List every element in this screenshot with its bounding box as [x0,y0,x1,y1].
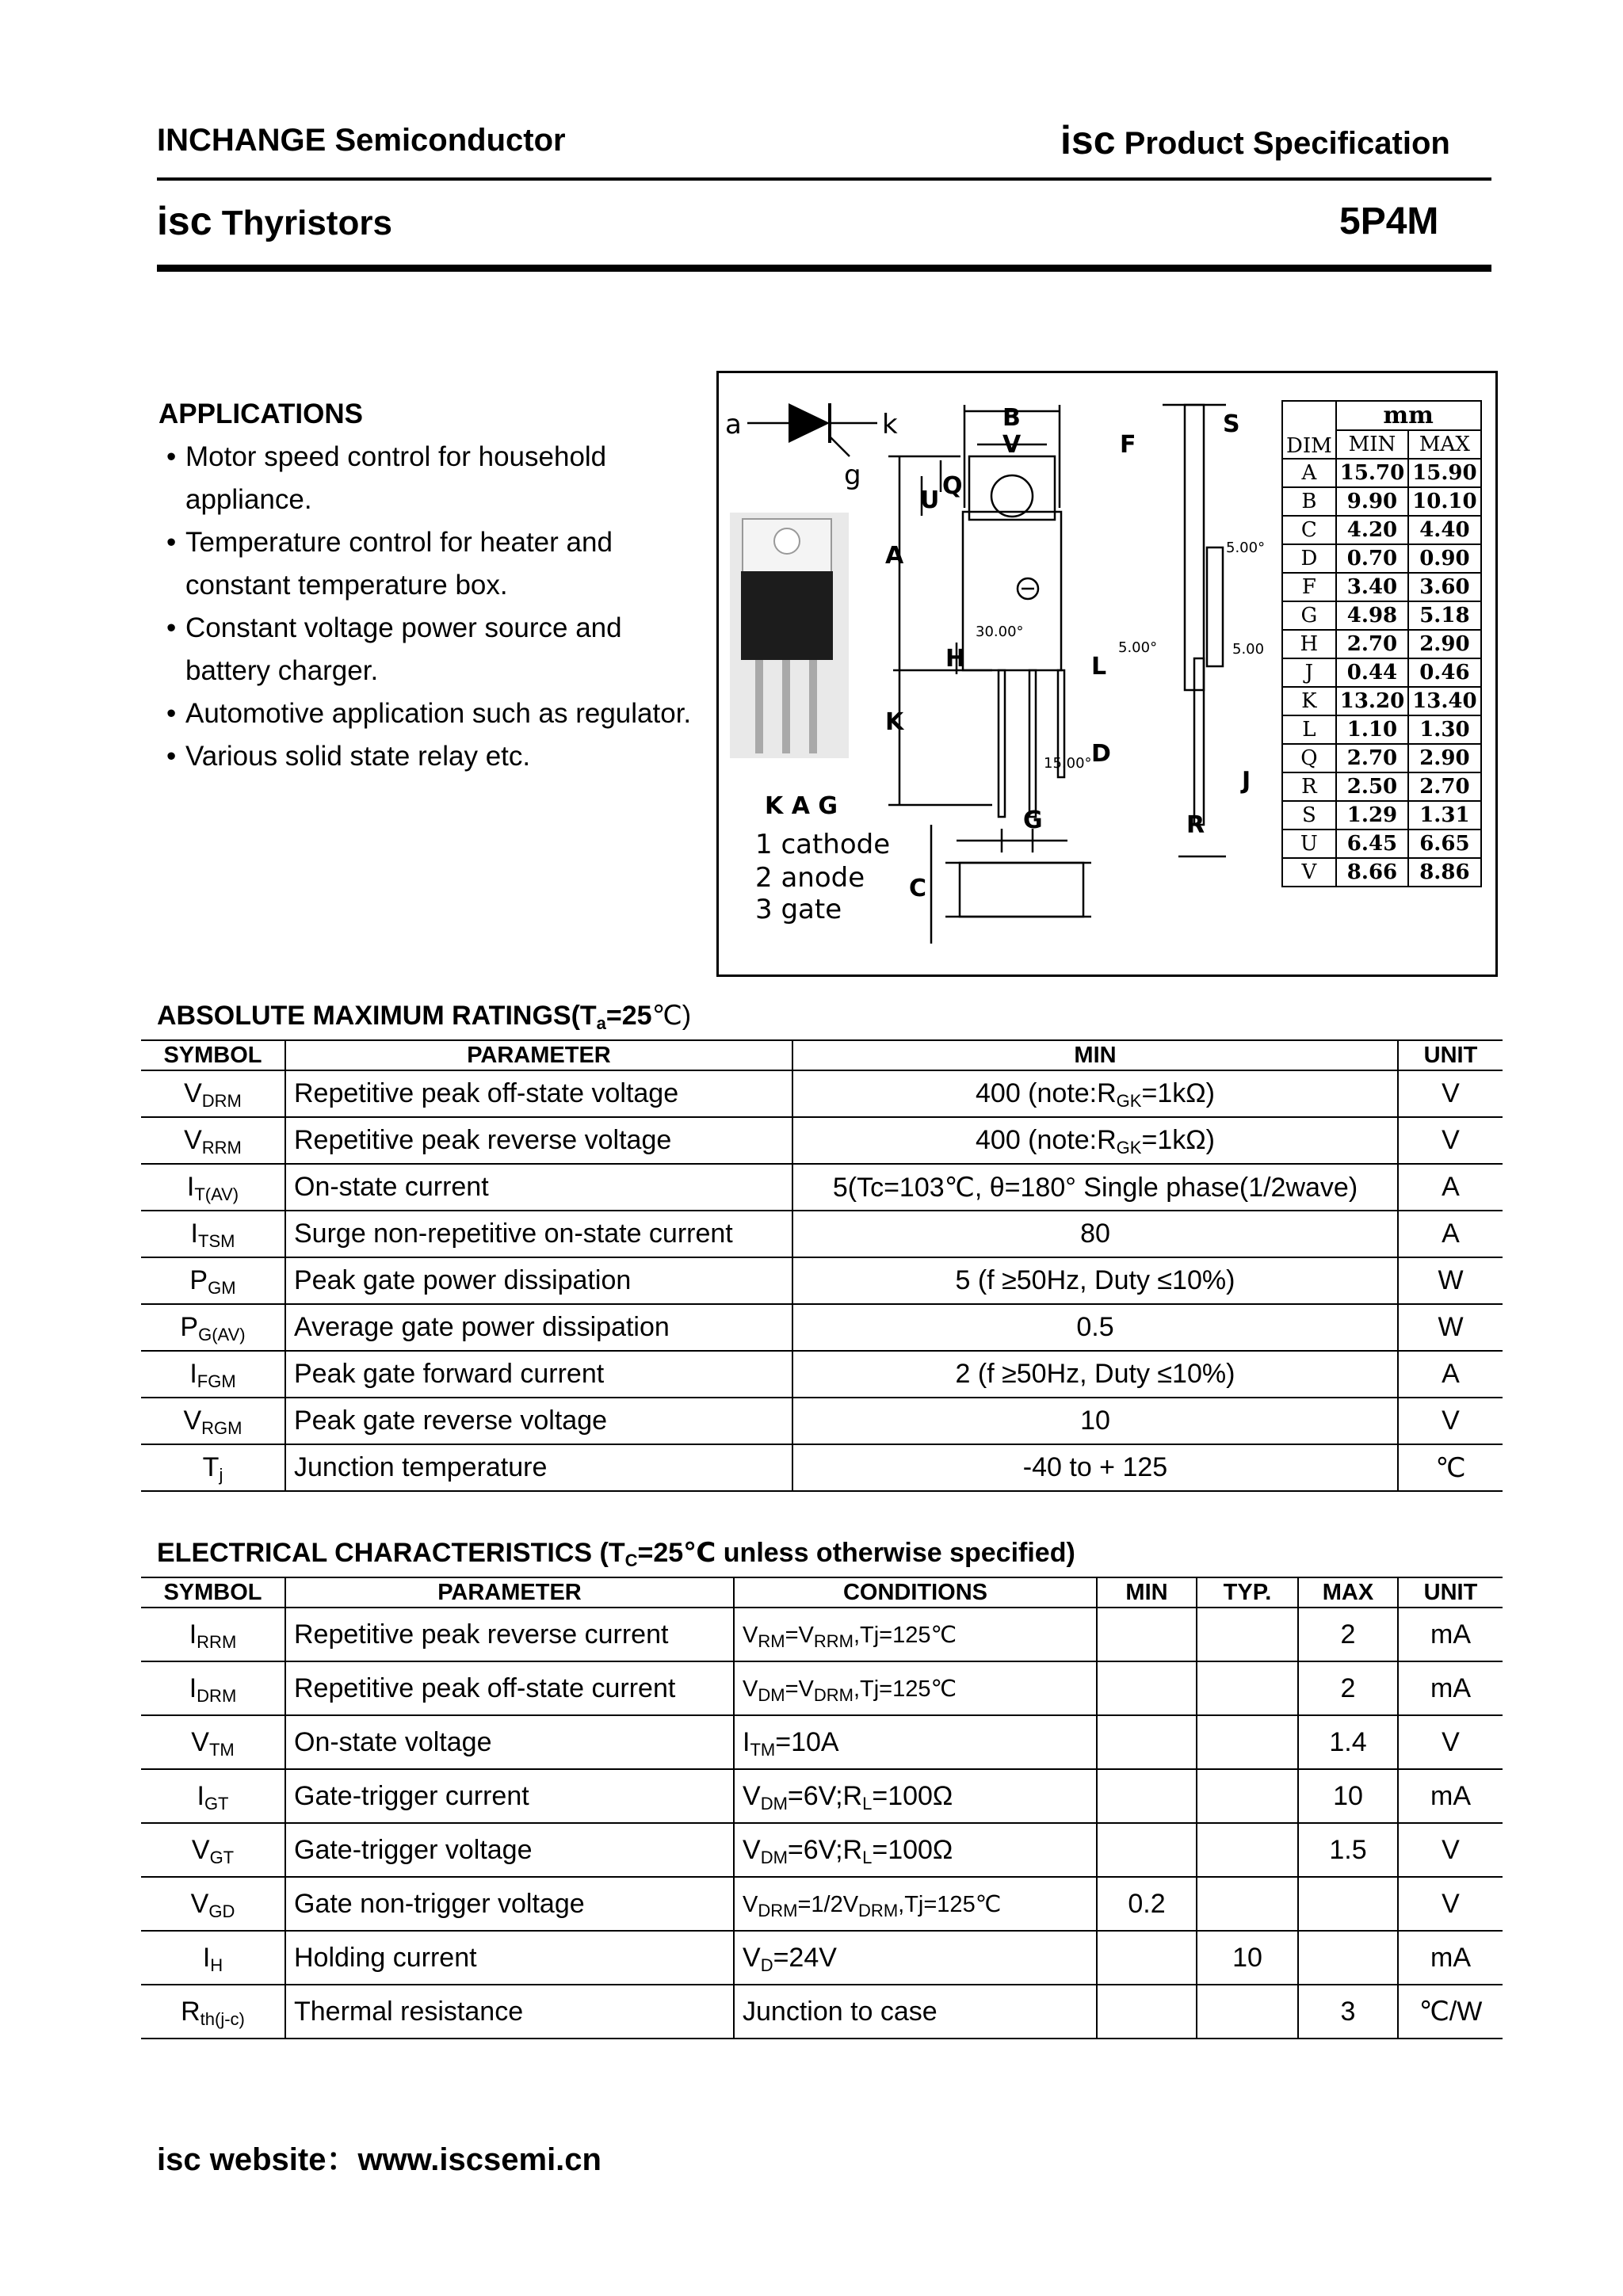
dim-max: 2.90 [1408,630,1480,658]
applications-section [158,393,729,778]
header-rule-thick [157,265,1491,272]
dim-unit: mm [1336,401,1481,430]
website-link[interactable]: www.iscsemi.cn [357,2142,601,2177]
svg-text:G: G [1023,807,1043,834]
dim-letter: H [1282,630,1336,658]
value-cell: -40 to + 125 [792,1444,1398,1491]
dim-row [1282,487,1481,516]
symbol-cell: $R_{th(j-c)}$ [141,1985,285,2039]
isc-logo-text-left: isc [157,199,212,243]
component-photo [730,513,849,758]
amr-table [141,1039,1503,1492]
parameter-cell: Repetitive peak off-state voltage [285,1070,792,1117]
parameter-cell: Junction temperature [285,1444,792,1491]
list-item: • Constant voltage power source and battery charger. [166,612,622,686]
ec-header-typ: TYP. [1197,1577,1298,1608]
parameter-cell: Gate-trigger current [285,1769,734,1823]
table-row [141,1117,1503,1164]
dim-max: 6.65 [1408,830,1480,858]
symbol-cell: $V_{RGM}$ [141,1398,285,1444]
table-row [141,1070,1503,1117]
table-row [141,1608,1503,1661]
unit-cell: V [1398,1117,1503,1164]
dim-row [1282,630,1481,658]
typ-cell [1197,1715,1298,1769]
svg-text:U: U [920,486,940,514]
conditions-cell: $V_{DM}=6V;R_L=100\Omega$ [734,1769,1097,1823]
dim-min: 4.98 [1336,601,1408,630]
dim-row [1282,744,1481,772]
isc-logo-text: isc [1060,118,1116,162]
table-row [141,1211,1503,1257]
conditions-cell: $V_{DM}=6V;R_L=100\Omega$ [734,1823,1097,1877]
table-row [141,1444,1503,1491]
svg-text:5.00: 5.00 [1232,641,1265,658]
front-view [888,405,1226,944]
symbol-cell: $I_{TSM}$ [141,1211,285,1257]
ec-title: ELECTRICAL CHARACTERISTICS ($T_C=25℃$ unless otherwise specified) [157,1538,1075,1570]
max-cell: 10 [1298,1769,1398,1823]
dim-min: 1.10 [1336,715,1408,744]
parameter-cell: Holding current [285,1931,734,1985]
ec-header-conditions: CONDITIONS [734,1577,1097,1608]
value-cell: 0.5 [792,1304,1398,1351]
footer-website: isc website：www.iscsemi.cn [157,2142,601,2177]
package-diagram [716,371,1498,977]
parameter-cell: Repetitive peak reverse current [285,1608,734,1661]
parameter-cell: On-state current [285,1164,792,1211]
dim-min: 0.70 [1336,544,1408,573]
dim-min: 13.20 [1336,687,1408,715]
max-cell: 1.5 [1298,1823,1398,1877]
dim-min-header: MIN [1336,430,1408,459]
parameter-cell: Repetitive peak reverse voltage [285,1117,792,1164]
unit-cell: A [1398,1211,1503,1257]
dim-row [1282,573,1481,601]
unit-cell: W [1398,1304,1503,1351]
table-row [141,1769,1503,1823]
table-row [141,1985,1503,2039]
dim-min: 15.70 [1336,459,1408,487]
table-row [141,1164,1503,1211]
dim-row [1282,658,1481,687]
table-row [141,1257,1503,1304]
symbol-a: a [725,409,742,441]
typ-cell [1197,1769,1298,1823]
unit-cell: A [1398,1351,1503,1398]
value-cell: 400 $(note:R_{GK}=1k\Omega)$ [792,1117,1398,1164]
dim-max: 2.90 [1408,744,1480,772]
typ-cell [1197,1985,1298,2039]
svg-text:5.00°: 5.00° [1226,540,1266,556]
dim-min: 1.29 [1336,801,1408,830]
unit-cell: mA [1398,1769,1503,1823]
typ-cell [1197,1608,1298,1661]
svg-text:F: F [1120,431,1136,459]
dim-max: 1.30 [1408,715,1480,744]
dim-letter: K [1282,687,1336,715]
spec-title: isc Product Specification [1060,118,1450,162]
dim-letter: S [1282,801,1336,830]
typ-cell [1197,1823,1298,1877]
dim-row [1282,830,1481,858]
typ-cell [1197,1661,1298,1715]
min-cell [1097,1608,1197,1661]
pin-order: K A G [765,792,838,820]
conditions-cell: Junction to case [734,1985,1097,2039]
parameter-cell: Gate non-trigger voltage [285,1877,734,1931]
svg-text:H: H [945,645,966,673]
value-cell: 10 [792,1398,1398,1444]
typ-cell: 10 [1197,1931,1298,1985]
min-cell [1097,1769,1197,1823]
amr-title: ABSOLUTE MAXIMUM $RATINGS(T_a=25℃)$ [157,1001,692,1033]
list-item: • Temperature control for heater and constant temperature box. [166,527,613,601]
unit-cell: V [1398,1398,1503,1444]
unit-cell: V [1398,1070,1503,1117]
dim-col-header: DIM [1282,401,1336,459]
table-row [141,1661,1503,1715]
dim-max: 8.86 [1408,858,1480,887]
symbol-cell: $I_{DRM}$ [141,1661,285,1715]
dim-letter: A [1282,459,1336,487]
dim-min: 2.70 [1336,744,1408,772]
svg-text:C: C [909,875,927,902]
parameter-cell: Average gate power dissipation [285,1304,792,1351]
dim-min: 3.40 [1336,573,1408,601]
dim-letter: G [1282,601,1336,630]
dim-max: 10.10 [1408,487,1480,516]
dim-letter: J [1282,658,1336,687]
dim-max: 13.40 [1408,687,1480,715]
table-row [141,1304,1503,1351]
conditions-cell: $V_{DRM}=1/2V_{DRM},Tj=125℃$ [734,1877,1097,1931]
dim-letter: V [1282,858,1336,887]
ec-header-unit: UNIT [1398,1577,1503,1608]
angle-labels [976,540,1265,772]
dim-max: 4.40 [1408,516,1480,544]
svg-text:S: S [1223,410,1240,438]
dim-letter: L [1282,715,1336,744]
parameter-cell: Peak gate reverse voltage [285,1398,792,1444]
unit-cell: W [1398,1257,1503,1304]
category-title: isc Thyristors [157,199,392,243]
dim-letter: Q [1282,744,1336,772]
table-row [141,1823,1503,1877]
parameter-cell: Peak gate power dissipation [285,1257,792,1304]
dim-min: 2.70 [1336,630,1408,658]
symbol-cell: $V_{GD}$ [141,1877,285,1931]
value-cell: 5 (f ≥50Hz, Duty ≤10%) [792,1257,1398,1304]
ec-table [141,1577,1503,2039]
table-row [141,1877,1503,1931]
min-cell [1097,1823,1197,1877]
max-cell [1298,1931,1398,1985]
amr-header-unit: UNIT [1398,1040,1503,1070]
table-row [141,1351,1503,1398]
value-cell: 5(Tc=103℃, θ=180° Single phase(1/2wave) [792,1164,1398,1211]
svg-text:V: V [1002,431,1022,459]
applications-title: APPLICATIONS [158,399,363,429]
list-item: • Motor speed control for household appliance. [166,441,607,515]
dim-letter: U [1282,830,1336,858]
amr-header-min: MIN [792,1040,1398,1070]
max-cell [1298,1877,1398,1931]
max-cell: 3 [1298,1985,1398,2039]
symbol-cell: $V_{RRM}$ [141,1117,285,1164]
svg-text:J: J [1242,767,1251,795]
symbol-g: g [844,460,861,491]
parameter-cell: Repetitive peak off-state current [285,1661,734,1715]
dim-letter: F [1282,573,1336,601]
dim-row [1282,459,1481,487]
svg-text:15.00°: 15.00° [1044,755,1092,772]
company-name: INCHANGE Semiconductor [157,123,566,158]
svg-text:Q: Q [942,472,963,500]
dim-min: 9.90 [1336,487,1408,516]
ec-header-max: MAX [1298,1577,1398,1608]
min-cell [1097,1985,1197,2039]
dim-max: 0.46 [1408,658,1480,687]
dim-min: 6.45 [1336,830,1408,858]
max-cell: 2 [1298,1661,1398,1715]
symbol-cell: $I_H$ [141,1931,285,1985]
dim-row [1282,544,1481,573]
svg-text:L: L [1091,653,1107,681]
symbol-cell: $I_{T(AV)}$ [141,1164,285,1211]
parameter-cell: Gate-trigger voltage [285,1823,734,1877]
dim-row [1282,715,1481,744]
dim-max: 3.60 [1408,573,1480,601]
unit-cell: ℃/W [1398,1985,1503,2039]
thyristor-symbol [725,403,898,491]
min-cell: 0.2 [1097,1877,1197,1931]
table-row [141,1398,1503,1444]
list-item: • Automotive application such as regulator. [166,698,692,729]
dim-max: 2.70 [1408,772,1480,801]
symbol-k: k [882,409,898,441]
svg-text:A: A [885,542,904,570]
unit-cell: V [1398,1715,1503,1769]
svg-text:B: B [1002,404,1021,432]
ec-header-min: MIN [1097,1577,1197,1608]
dim-max-header: MAX [1408,430,1480,459]
dim-max: 0.90 [1408,544,1480,573]
dim-max: 1.31 [1408,801,1480,830]
unit-cell: mA [1398,1661,1503,1715]
unit-cell: mA [1398,1931,1503,1985]
unit-cell: V [1398,1823,1503,1877]
dim-row [1282,687,1481,715]
dim-row [1282,858,1481,887]
conditions-cell: $V_{RM}=V_{RRM},Tj=125℃$ [734,1608,1097,1661]
unit-cell: A [1398,1164,1503,1211]
parameter-cell: Surge non-repetitive on-state current [285,1211,792,1257]
value-cell: 80 [792,1211,1398,1257]
ec-header-symbol: SYMBOL [141,1577,285,1608]
conditions-cell: $V_{DM}=V_{DRM},Tj=125℃$ [734,1661,1097,1715]
pin2-label: 2 anode [755,862,865,894]
amr-header-symbol: SYMBOL [141,1040,285,1070]
conditions-cell: $I_{TM}=10A$ [734,1715,1097,1769]
svg-text:5.00°: 5.00° [1118,639,1158,656]
header-rule [157,177,1491,181]
dim-min: 4.20 [1336,516,1408,544]
symbol-cell: $V_{GT}$ [141,1823,285,1877]
symbol-cell: $T_j$ [141,1444,285,1491]
dim-min: 2.50 [1336,772,1408,801]
symbol-cell: $P_{G(AV)}$ [141,1304,285,1351]
symbol-cell: $V_{TM}$ [141,1715,285,1769]
conditions-cell: $V_D=24V$ [734,1931,1097,1985]
dim-row [1282,772,1481,801]
dimension-table [1281,400,1482,887]
min-cell [1097,1715,1197,1769]
pin1-label: 1 cathode [755,829,891,860]
symbol-cell: $I_{FGM}$ [141,1351,285,1398]
dim-max: 15.90 [1408,459,1480,487]
amr-header-parameter: PARAMETER [285,1040,792,1070]
dim-max: 5.18 [1408,601,1480,630]
value-cell: 2 (f ≥50Hz, Duty ≤10%) [792,1351,1398,1398]
parameter-cell: On-state voltage [285,1715,734,1769]
dim-row [1282,801,1481,830]
table-row [141,1715,1503,1769]
value-cell: 400 $(note:R_{GK}=1k\Omega)$ [792,1070,1398,1117]
dim-letter: D [1282,544,1336,573]
symbol-cell: $V_{DRM}$ [141,1070,285,1117]
max-cell: 1.4 [1298,1715,1398,1769]
dim-letter: C [1282,516,1336,544]
symbol-cell: $I_{GT}$ [141,1769,285,1823]
typ-cell [1197,1877,1298,1931]
symbol-cell: $P_{GM}$ [141,1257,285,1304]
parameter-cell: Thermal resistance [285,1985,734,2039]
min-cell [1097,1931,1197,1985]
unit-cell: mA [1398,1608,1503,1661]
unit-cell: V [1398,1877,1503,1931]
svg-text:R: R [1186,811,1205,839]
symbol-cell: $I_{RRM}$ [141,1608,285,1661]
unit-cell: ℃ [1398,1444,1503,1491]
svg-text:D: D [1091,740,1111,768]
dim-min: 0.44 [1336,658,1408,687]
min-cell [1097,1661,1197,1715]
table-row [141,1931,1503,1985]
parameter-cell: Peak gate forward current [285,1351,792,1398]
dim-row [1282,601,1481,630]
max-cell: 2 [1298,1608,1398,1661]
svg-text:K: K [885,708,904,736]
dim-letter: B [1282,487,1336,516]
pin3-label: 3 gate [755,894,842,925]
ec-header-parameter: PARAMETER [285,1577,734,1608]
svg-text:30.00°: 30.00° [976,624,1024,640]
dim-row [1282,516,1481,544]
list-item: • Various solid state relay etc. [166,741,531,772]
dim-letter: R [1282,772,1336,801]
part-number: 5P4M [1339,200,1439,242]
dim-min: 8.66 [1336,858,1408,887]
